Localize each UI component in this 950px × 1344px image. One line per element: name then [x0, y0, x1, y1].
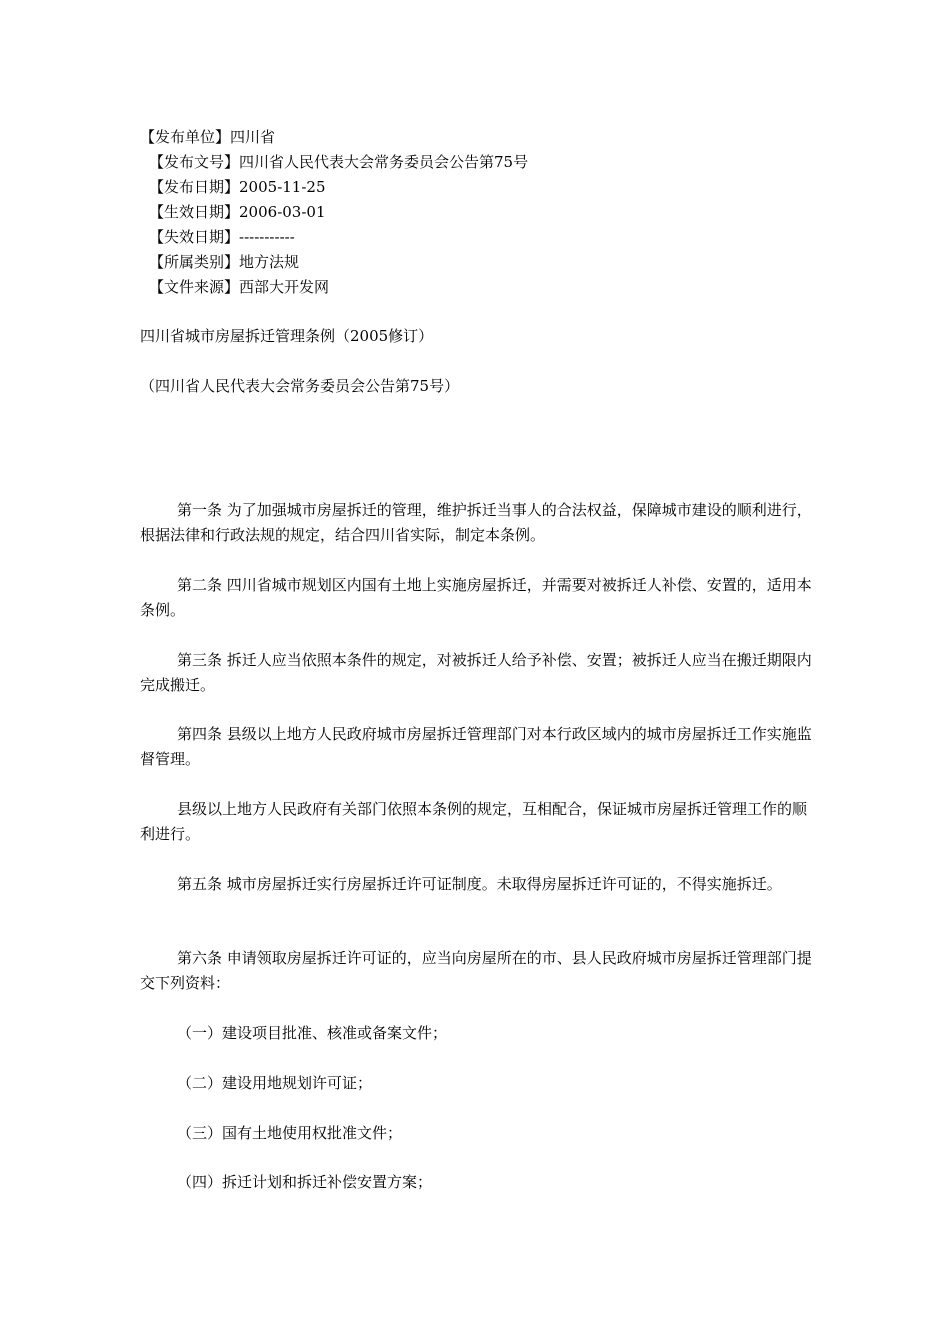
document-title: 四川省城市房屋拆迁管理条例（2005修订）	[140, 327, 434, 345]
list-item: （二）建设用地规划许可证；	[177, 1074, 373, 1092]
meta-key: 【所属类别】	[149, 253, 240, 271]
article-2: 第二条 四川省城市规划区内国有土地上实施房屋拆迁，并需要对被拆迁人补偿、安置的，适用本条例。	[140, 576, 812, 619]
meta-key: 【发布文号】	[149, 153, 240, 171]
meta-value: 地方法规	[239, 253, 300, 271]
list-item: （四）拆迁计划和拆迁补偿安置方案；	[177, 1173, 433, 1191]
meta-key: 【发布日期】	[149, 178, 240, 196]
article-4-paragraph-2: 县级以上地方人民政府有关部门依照本条例的规定，互相配合，保证城市房屋拆迁管理工作的顺利进行。	[140, 800, 808, 843]
meta-key: 【发布单位】	[140, 128, 231, 146]
article-5: 第五条 城市房屋拆迁实行房屋拆迁许可证制度。未取得房屋拆迁许可证的，不得实施拆迁。	[177, 875, 782, 893]
meta-value: 2006-03-01	[239, 203, 326, 221]
meta-value: 2005-11-25	[239, 178, 326, 196]
meta-value: 西部大开发网	[239, 278, 330, 296]
meta-effective-date	[140, 200, 528, 225]
list-item: （三）国有土地使用权批准文件；	[177, 1124, 403, 1142]
meta-value: 四川省	[230, 128, 276, 146]
meta-issuer	[140, 125, 528, 150]
article-6: 第六条 申请领取房屋拆迁许可证的，应当向房屋所在的市、县人民政府城市房屋拆迁管理部门提交下列资料：	[140, 949, 812, 992]
article-4: 第四条 县级以上地方人民政府城市房屋拆迁管理部门对本行政区域内的城市房屋拆迁工作实施监督管理。	[140, 725, 812, 768]
meta-key: 【失效日期】	[149, 228, 240, 246]
meta-source	[140, 275, 528, 300]
document-subtitle: （四川省人民代表大会常务委员会公告第75号）	[140, 377, 460, 395]
meta-category	[140, 250, 528, 275]
document-metadata	[140, 125, 528, 300]
article-1: 第一条 为了加强城市房屋拆迁的管理，维护拆迁当事人的合法权益，保障城市建设的顺利进行，根据法律和行政法规的规定，结合四川省实际，制定本条例。	[140, 501, 812, 544]
meta-issue-date	[140, 175, 528, 200]
meta-value: 四川省人民代表大会常务委员会公告第75号	[239, 153, 529, 171]
article-3: 第三条 拆迁人应当依照本条件的规定，对被拆迁人给予补偿、安置；被拆迁人应当在搬迁期限内完成搬迁。	[140, 651, 812, 694]
meta-expiry-date	[140, 225, 528, 250]
meta-doc-number	[140, 150, 528, 175]
meta-value: -----------	[239, 228, 295, 246]
list-item: （一）建设项目批准、核准或备案文件；	[177, 1024, 448, 1042]
meta-key: 【生效日期】	[149, 203, 240, 221]
meta-key: 【文件来源】	[149, 278, 240, 296]
